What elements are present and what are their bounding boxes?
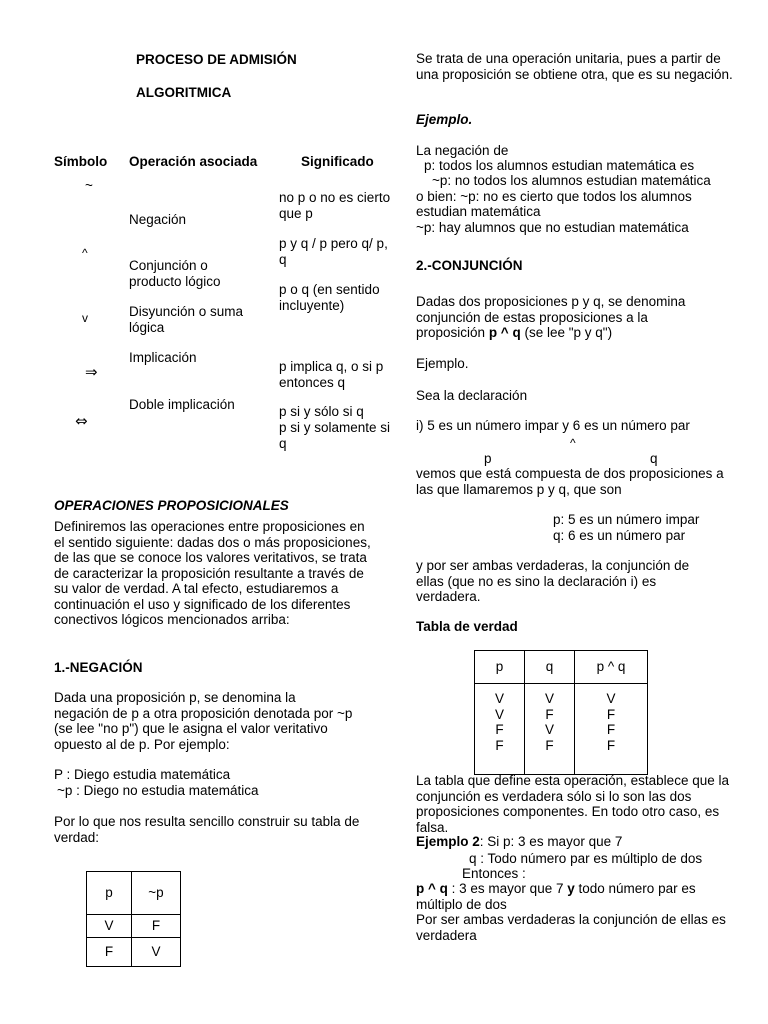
conj-sea: Sea la declaración xyxy=(416,388,528,403)
ejemplo-label: Ejemplo. xyxy=(416,112,473,127)
ejemplo2-conclusion xyxy=(416,881,736,912)
cell: V xyxy=(494,706,504,722)
cell: F xyxy=(606,737,616,753)
cell: V xyxy=(132,938,181,967)
operaciones-heading: OPERACIONES PROPOSICIONALES xyxy=(54,498,289,513)
table-row xyxy=(475,651,648,684)
negacion-definition: Dada una proposición p, se denomina la negación de p a otra proposición denotada por ~p (se lee "no p") que le asigna el valor veritativo opuesto al de p. Por ejemplo: xyxy=(54,690,353,752)
ejemplo-line3: ~p: no todos los alumnos estudian matemática xyxy=(432,173,711,188)
operation-biconditional: Doble implicación xyxy=(129,397,235,412)
cell: V xyxy=(544,722,554,737)
cell: V xyxy=(544,691,554,706)
cell: F xyxy=(132,915,181,938)
ejemplo-line2: p: todos los alumnos estudian matemática es xyxy=(424,158,695,173)
cell: F xyxy=(606,706,616,722)
col-header-operation: Operación asociada xyxy=(129,154,258,169)
table-row xyxy=(87,872,181,915)
ejemplo2-label: Ejemplo 2 xyxy=(416,834,480,849)
negacion-unitary: Se trata de una operación unitaria, pues a partir de una proposición se obtiene otra, que es su negación. xyxy=(416,51,733,82)
table-row xyxy=(87,915,181,938)
cell: V xyxy=(606,691,616,706)
col-q xyxy=(525,684,575,775)
header-pq: p ^ q xyxy=(575,651,648,684)
meaning-implication: p implica q, o si p entonces q xyxy=(279,359,384,390)
negacion-truth-intro: Por lo que nos resulta sencillo construir su tabla de verdad: xyxy=(54,814,360,845)
operation-implication: Implicación xyxy=(129,350,197,365)
col-pq xyxy=(575,684,648,775)
conj-ejemplo: Ejemplo. xyxy=(416,356,469,371)
col-p xyxy=(475,684,525,775)
cell: V xyxy=(87,915,132,938)
operation-negation: Negación xyxy=(129,212,187,227)
operation-disjunction: Disyunción o suma lógica xyxy=(129,304,244,335)
negacion-example-p: P : Diego estudia matemática xyxy=(54,767,231,782)
conj-declaration: i) 5 es un número impar y 6 es un número par xyxy=(416,418,690,433)
meaning-disjunction: p o q (en sentido incluyente) xyxy=(279,282,380,313)
cell: F xyxy=(545,706,554,722)
conj-prop-p: p: 5 es un número impar xyxy=(553,512,700,527)
ejemplo2-mid: : 3 es mayor que 7 xyxy=(451,881,564,896)
cell: F xyxy=(545,737,554,753)
symbol-biconditional: ⇔ xyxy=(75,412,88,430)
negation-truth-table xyxy=(86,871,181,967)
operation-conjunction: Conjunción o producto lógico xyxy=(129,258,221,289)
ejemplo-line4: o bien: ~p: no es cierto que todos los alumnos xyxy=(416,189,692,204)
symbol-negation: ~ xyxy=(85,178,93,193)
conj-def-symbol: p ^ q xyxy=(488,325,521,340)
tabla-definition: La tabla que define esta operación, establece que la conjunción es verdadera sólo si lo son las dos proposiciones componentes. En todo otro caso, es falsa. xyxy=(416,773,729,835)
ejemplo2-y: y xyxy=(567,881,575,896)
conj-def-tail: (se lee "p y q") xyxy=(524,325,613,340)
conjuncion-heading: 2.-CONJUNCIÓN xyxy=(416,258,523,273)
table-row xyxy=(87,938,181,967)
negacion-heading: 1.-NEGACIÓN xyxy=(54,660,143,675)
symbol-disjunction: v xyxy=(82,311,88,325)
conjunction-truth-table xyxy=(474,650,648,775)
meaning-negation: no p o no es cierto que p xyxy=(279,190,391,221)
header-p: p xyxy=(475,651,525,684)
conj-decl-q: q xyxy=(650,451,658,466)
ejemplo2-line1 xyxy=(416,834,622,850)
ejemplo2-final: Por ser ambas verdaderas la conjunción de ellas es verdadera xyxy=(416,912,726,943)
ejemplo-line1: La negación de xyxy=(416,143,509,158)
header-notp: ~p xyxy=(132,872,181,915)
conj-decl-p: p xyxy=(484,451,492,466)
ejemplo2-p: : Si p: 3 es mayor que 7 xyxy=(479,834,623,849)
conj-decl-symbol: ^ xyxy=(570,436,576,450)
conj-compuesta: vemos que está compuesta de dos proposiciones a las que llamaremos p y q, que son xyxy=(416,466,724,497)
title-line2: ALGORITMICA xyxy=(136,85,232,100)
ejemplo-line5: estudian matemática xyxy=(416,204,541,219)
operaciones-intro: Definiremos las operaciones entre proposiciones en el sentido siguiente: dadas dos o más proposiciones, de las que se conoce los valores veritativos, se trata de caracterizar la proposición resultante a través de su valor de verdad. A tal efecto, estudiaremos a continuación el uso y significado de los diferentes conectivos lógicos mencionados arriba: xyxy=(54,519,371,627)
header-q: q xyxy=(525,651,575,684)
col-header-meaning: Significado xyxy=(301,154,374,169)
meaning-iff-1: p si y sólo si q xyxy=(279,404,364,419)
header-p: p xyxy=(87,872,132,915)
ejemplo-line6: ~p: hay alumnos que no estudian matemática xyxy=(416,220,689,235)
conj-def-text: Dadas dos proposiciones p y q, se denomina conjunción de estas proposiciones a la proposición xyxy=(416,294,686,340)
conj-ambas: y por ser ambas verdaderas, la conjunción de ellas (que no es sino la declaración i) es verdadera. xyxy=(416,558,690,604)
conj-prop-q: q: 6 es un número par xyxy=(553,528,686,543)
cell: F xyxy=(606,722,616,737)
meaning-conjunction: p y q / p pero q/ p, q xyxy=(279,236,388,267)
meaning-iff-2: p si y solamente si q xyxy=(279,420,391,451)
col-header-symbol: Símbolo xyxy=(54,154,108,169)
tabla-heading: Tabla de verdad xyxy=(416,619,518,634)
ejemplo2-tail: todo número par es múltiplo de dos xyxy=(416,881,696,912)
title-line1: PROCESO DE ADMISIÓN xyxy=(136,52,297,67)
cell: F xyxy=(87,938,132,967)
cell: F xyxy=(495,737,504,753)
cell: F xyxy=(495,722,504,737)
symbol-implication: ⇒ xyxy=(85,363,98,381)
ejemplo2-symbol: p ^ q xyxy=(416,881,448,896)
symbol-conjunction: ^ xyxy=(82,246,88,260)
ejemplo2-q: q : Todo número par es múltiplo de dos xyxy=(469,851,703,866)
ejemplo2-entonces: Entonces : xyxy=(462,866,526,881)
conjuncion-definition xyxy=(416,294,716,341)
negacion-example-notp: ~p : Diego no estudia matemática xyxy=(57,783,259,798)
cell: V xyxy=(494,691,504,706)
table-row xyxy=(475,684,648,775)
